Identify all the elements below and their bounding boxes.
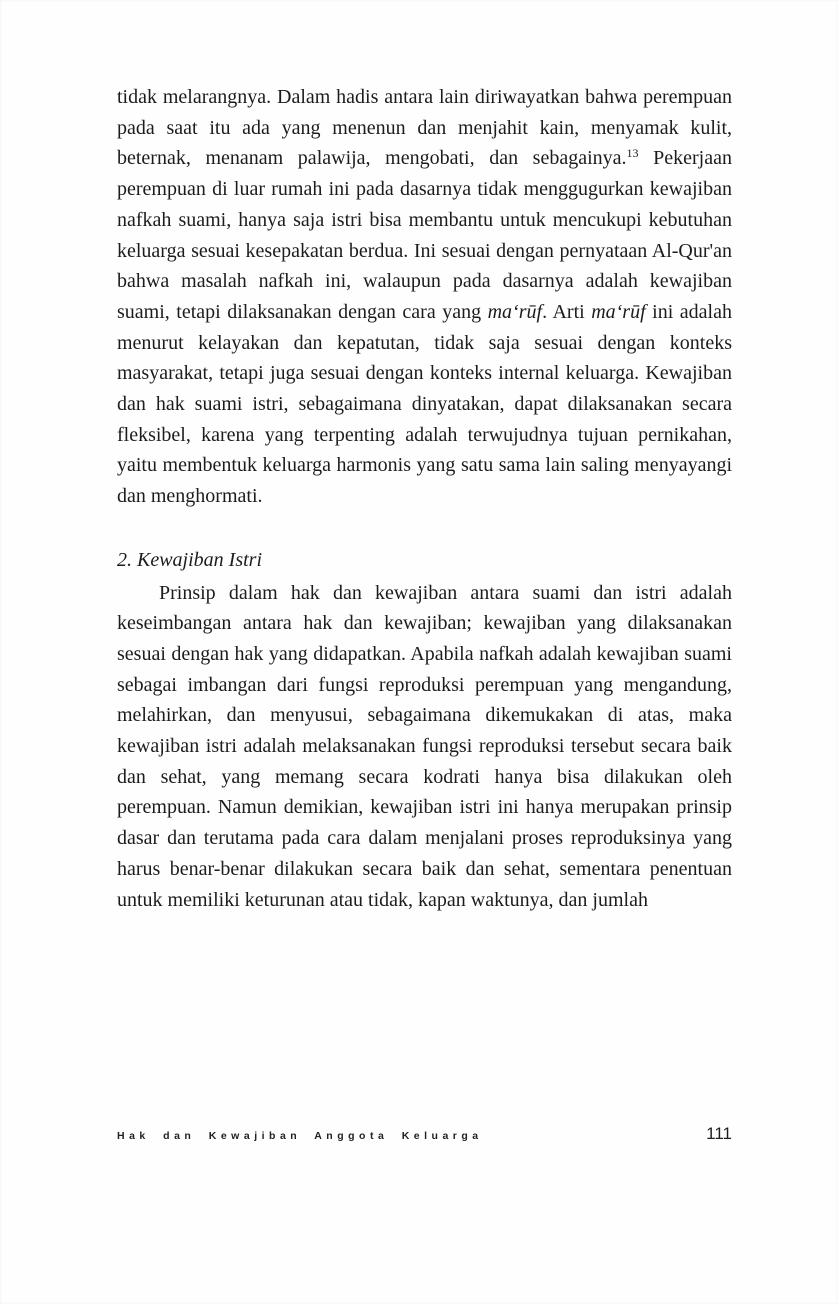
section-heading: 2. Kewajiban Istri — [117, 548, 263, 571]
running-title: Hak dan Kewajiban Anggota Keluarga — [117, 1130, 483, 1142]
paragraph: Prinsip dalam hak dan kewajiban antara suami dan istri adalah keseimbangan antara hak dan kewajiban; kewajiban yang dilaksanakan sesuai dengan hak yang didapatkan. Apabila nafkah adalah kewajiban suami sebagai imbangan dari fungsi reproduksi perempuan yang mengandung, melahirkan, dan menyusui, sebagaimana dikemukakan di atas, maka kewajiban istri adalah melaksanakan fungsi reproduksi tersebut secara baik dan sehat, yang memang secara kodrati hanya bisa dilakukan oleh perempuan. Namun demikian, kewajiban istri ini hanya merupakan prinsip dasar dan terutama pada cara dalam menjalani proses reproduksinya yang harus benar-benar dilakukan secara baik dan sehat, sementara penentuan untuk memiliki keturunan atau tidak, kapan waktunya, dan jumlah — [117, 581, 732, 911]
page-footer — [117, 1124, 732, 1144]
paragraph-continuation: tidak melarangnya. Dalam hadis antara lain diriwayatkan bahwa perempuan pada saat itu ada yang menenun dan menjahit kain, menyamak kulit, beternak, menanam palawija, mengobati, dan sebagainya.$^{13}$ Pekerjaan perempuan di luar rumah ini pada dasarnya tidak menggugurkan kewajiban nafkah suami, hanya saja istri bisa membantu untuk mencukupi kebutuhan keluarga sesuai kesepakatan berdua. Ini sesuai dengan pernyataan Al-Qur'an bahwa masalah nafkah ini, walaupun pada dasarnya adalah kewajiban suami, tetapi dilaksanakan dengan cara yang ma‘rūf. Arti ma‘rūf ini adalah menurut kelayakan dan kepatutan, tidak saja sesuai dengan konteks masyarakat, tetapi juga sesuai dengan konteks internal keluarga. Kewajiban dan hak suami istri, sebagaimana dinyatakan, dapat dilaksanakan secara fleksibel, karena yang terpenting adalah terwujudnya tujuan pernikahan, yaitu membentuk keluarga harmonis yang satu sama lain saling menyayangi dan menghormati. — [117, 86, 732, 508]
body-text-block — [117, 82, 732, 915]
page-number: 111 — [706, 1124, 732, 1143]
